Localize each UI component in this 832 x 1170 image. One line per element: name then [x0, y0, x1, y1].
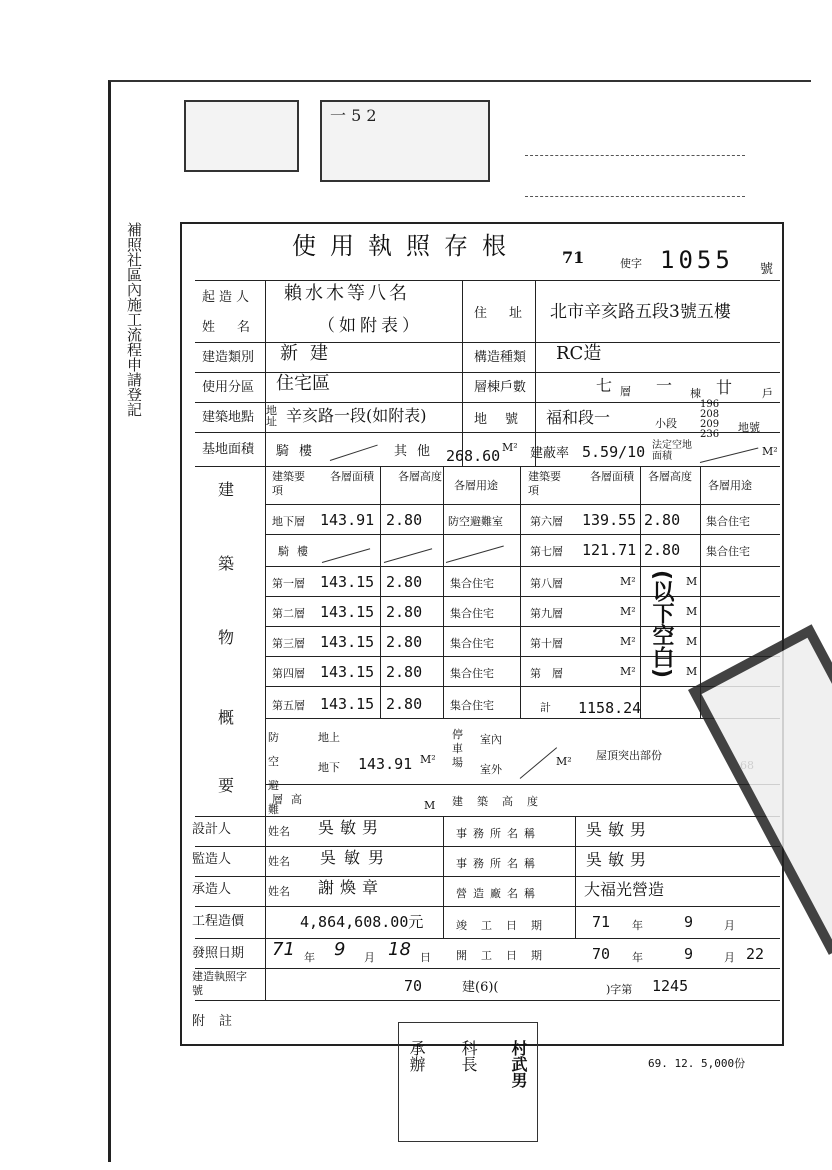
floor-height-l-4: 2.80	[386, 633, 423, 651]
floor-area-r-6: 1158.24	[578, 699, 642, 717]
permit-char-2: )字第	[606, 983, 633, 996]
floor-area-l-6: 143.15	[320, 695, 375, 713]
bldg-height-label: 建築高度	[452, 795, 552, 808]
floors-v2: 層	[620, 385, 631, 398]
floor-row-l-2: 第一層	[272, 577, 305, 590]
col-area-r: 各層面積	[590, 470, 634, 483]
zone-value: 住宅區	[276, 373, 330, 394]
contractor-label: 承造人	[192, 882, 232, 897]
applicant-note: （如附表）	[318, 316, 423, 336]
completion-y: 71	[592, 913, 611, 931]
height-label: 層高	[272, 793, 310, 806]
address-value: 北市辛亥路五段3號五樓	[550, 302, 731, 322]
parking-unit: M²	[556, 755, 572, 768]
handwritten-blank-note: (以下空白)	[649, 570, 674, 679]
issue-month: 月	[364, 951, 375, 964]
floor-row-r-0: 第六層	[530, 515, 563, 528]
parking-out: 室外	[480, 763, 502, 776]
open-space-label: 法定空地面積	[652, 440, 692, 462]
supervisor-name-label: 姓名	[268, 855, 290, 868]
building-label-2: 築	[218, 554, 235, 573]
col-use-r: 各層用途	[708, 479, 752, 492]
issue-d: 18	[388, 939, 411, 960]
unit-m-r3: M	[686, 605, 698, 618]
applicant-value: 賴水木等八名	[284, 283, 410, 304]
permit-no: 1245	[652, 977, 689, 995]
lot-label: 地號	[474, 412, 537, 427]
unit-m2-r3: M²	[620, 605, 636, 618]
col-area: 各層面積	[330, 470, 374, 483]
start-d: 22	[746, 945, 765, 963]
floor-height-r-0: 2.80	[644, 511, 681, 529]
floors-v5: 廿	[716, 378, 733, 397]
unit-m-r5: M	[686, 665, 698, 678]
shelter-below-value: 143.91	[358, 755, 413, 773]
start-month: 月	[724, 951, 735, 964]
address-label: 住址	[474, 306, 545, 321]
designer-office-value: 吳敏男	[586, 820, 653, 839]
col-floor: 建築要項	[272, 470, 305, 497]
area-other-label: 其他	[394, 444, 441, 459]
supervisor-label: 監造人	[192, 852, 232, 867]
unit-m-r2: M	[686, 575, 698, 588]
height-unit: M	[424, 799, 436, 812]
lot-small: 小段	[655, 417, 677, 430]
floor-area-l-0: 143.91	[320, 511, 375, 529]
issue-year: 年	[304, 951, 315, 964]
col-height: 各層高度	[398, 470, 442, 483]
lot-suffix: 地號	[738, 421, 760, 434]
building-label-1: 建	[218, 480, 235, 499]
stamp-top-center: 一 5 2	[320, 100, 490, 182]
permit-char: 使字	[620, 257, 642, 270]
contractor-office-label: 營造廠名稱	[456, 887, 541, 900]
designer-value: 吳敏男	[318, 818, 385, 837]
floor-use-r-1: 集合住宅	[706, 545, 750, 558]
stamp-top-left	[184, 100, 299, 172]
floors-label: 層棟戶數	[474, 380, 527, 395]
floor-row-l-3: 第二層	[272, 607, 305, 620]
floor-row-r-2: 第八層	[530, 577, 563, 590]
floor-height-l-6: 2.80	[386, 695, 423, 713]
unit-m2-r2: M²	[620, 575, 636, 588]
floor-row-l-1: 騎樓	[278, 545, 316, 558]
unit-m2-r4: M²	[620, 635, 636, 648]
shelter-below: 地下	[318, 761, 340, 774]
floor-area-r-1: 121.71	[582, 541, 637, 559]
completion-label: 竣工日期	[456, 919, 556, 932]
structure-value: RC造	[556, 343, 602, 364]
floors-v3: 一	[656, 376, 673, 395]
start-label: 開工日期	[456, 949, 556, 962]
floor-height-l-5: 2.80	[386, 663, 423, 681]
floor-height-l-0: 2.80	[386, 511, 423, 529]
seal-2: 科長	[459, 1040, 478, 1072]
col-height-r: 各層高度	[648, 470, 692, 483]
designer-label: 設計人	[192, 822, 232, 837]
build-type-label: 建造類別	[202, 350, 255, 365]
seal-1: 承辦	[407, 1040, 426, 1072]
issue-day: 日	[420, 951, 431, 964]
floor-use-l-3: 集合住宅	[450, 607, 494, 620]
site-label: 建築地點	[202, 410, 255, 425]
floor-row-r-4: 第十層	[530, 637, 563, 650]
area-unit: M²	[502, 441, 518, 454]
floor-row-l-6: 第五層	[272, 699, 305, 712]
supervisor-office-value: 吳敏男	[586, 850, 653, 869]
unit-m2-r5: M²	[620, 665, 636, 678]
floor-use-l-6: 集合住宅	[450, 699, 494, 712]
floor-row-r-1: 第七層	[530, 545, 563, 558]
contractor-value: 謝煥章	[318, 878, 385, 897]
area-unit-2: M²	[762, 445, 778, 458]
floor-area-l-3: 143.15	[320, 603, 375, 621]
issue-label: 發照日期	[192, 946, 245, 961]
contractor-name-label: 姓名	[268, 885, 290, 898]
applicant-label: 起造人	[202, 290, 254, 305]
building-label-3: 物	[218, 628, 235, 647]
col-use: 各層用途	[454, 479, 498, 492]
col-floor-r: 建築要項	[528, 470, 561, 497]
floor-row-r-5: 第 層	[530, 667, 563, 680]
floor-row-l-0: 地下層	[272, 515, 305, 528]
cover-ratio-value: 5.59/10	[582, 443, 646, 461]
form-title: 使用執照存根	[292, 232, 520, 260]
floors-v6: 戶	[762, 387, 773, 400]
floors-v4: 棟	[690, 387, 701, 400]
parking-in: 室內	[480, 733, 502, 746]
floor-height-l-2: 2.80	[386, 573, 423, 591]
contractor-office-value: 大福光營造	[584, 880, 665, 899]
parking-label: 停車場	[452, 728, 463, 769]
floor-use-l-4: 集合住宅	[450, 637, 494, 650]
site-addr-label: 地址	[266, 404, 277, 428]
building-label-4: 概	[218, 708, 235, 727]
cost-label: 工程造價	[192, 914, 245, 929]
shelter-label: 防空避難	[268, 731, 279, 816]
build-type-value: 新建	[280, 343, 340, 364]
cover-ratio-label: 建蔽率	[530, 446, 570, 461]
roof-label: 屋頂突出部份	[596, 749, 662, 762]
completion-m: 9	[684, 913, 694, 931]
issue-y: 71	[272, 939, 295, 960]
start-m: 9	[684, 945, 694, 963]
completion-month: 月	[724, 919, 735, 932]
permit-char-1: 建(6)(	[462, 980, 499, 995]
floor-area-l-5: 143.15	[320, 663, 375, 681]
permit-prefix: 71	[562, 248, 585, 267]
permit-y: 70	[404, 977, 423, 995]
floor-area-l-4: 143.15	[320, 633, 375, 651]
structure-label: 構造種類	[474, 350, 527, 365]
permit-number: 1055	[660, 246, 734, 274]
floor-row-l-5: 第四層	[272, 667, 305, 680]
stamp-right-small	[525, 155, 745, 197]
shelter-above: 地上	[318, 731, 340, 744]
designer-name-label: 姓名	[268, 825, 290, 838]
floor-height-l-3: 2.80	[386, 603, 423, 621]
zone-label: 使用分區	[202, 380, 255, 395]
lot-value: 福和段一	[546, 408, 611, 427]
shelter-unit: M²	[420, 753, 436, 766]
unit-m-r4: M	[686, 635, 698, 648]
floor-use-l-2: 集合住宅	[450, 577, 494, 590]
floor-row-r-6: 計	[540, 701, 551, 714]
issue-m: 9	[334, 939, 346, 960]
area-gou: 騎樓	[276, 444, 323, 459]
designer-office-label: 事務所名稱	[456, 827, 541, 840]
form-footer: 69. 12. 5,000份	[648, 1057, 746, 1070]
floors-v1: 七	[596, 376, 613, 395]
remarks-label: 附註	[192, 1014, 247, 1029]
floor-row-r-3: 第九層	[530, 607, 563, 620]
area-label: 基地面積	[202, 442, 255, 457]
floor-area-l-2: 143.15	[320, 573, 375, 591]
cost-value: 4,864,608.00元	[300, 913, 424, 931]
start-y: 70	[592, 945, 611, 963]
floor-area-r-0: 139.55	[582, 511, 637, 529]
permit-suffix: 號	[760, 262, 774, 277]
floor-use-l-5: 集合住宅	[450, 667, 494, 680]
supervisor-value: 吳敏男	[320, 848, 393, 867]
seal-3: 村武男	[509, 1040, 528, 1088]
floor-row-l-4: 第三層	[272, 637, 305, 650]
completion-year: 年	[632, 919, 643, 932]
floor-use-l-0: 防空避難室	[448, 515, 503, 528]
left-margin-note: 補照社區內施工流程申請登記	[125, 222, 143, 417]
floor-height-r-1: 2.80	[644, 541, 681, 559]
floor-use-r-0: 集合住宅	[706, 515, 750, 528]
name-label: 姓名	[202, 320, 273, 335]
area-other-value: 268.60	[446, 447, 501, 465]
start-year: 年	[632, 951, 643, 964]
building-label-5: 要	[218, 776, 235, 795]
permit-label: 建造執照字號	[192, 970, 247, 997]
lot-numbers: 196 208 209 236	[700, 399, 720, 440]
site-value: 辛亥路一段(如附表)	[286, 406, 427, 425]
supervisor-office-label: 事務所名稱	[456, 857, 541, 870]
